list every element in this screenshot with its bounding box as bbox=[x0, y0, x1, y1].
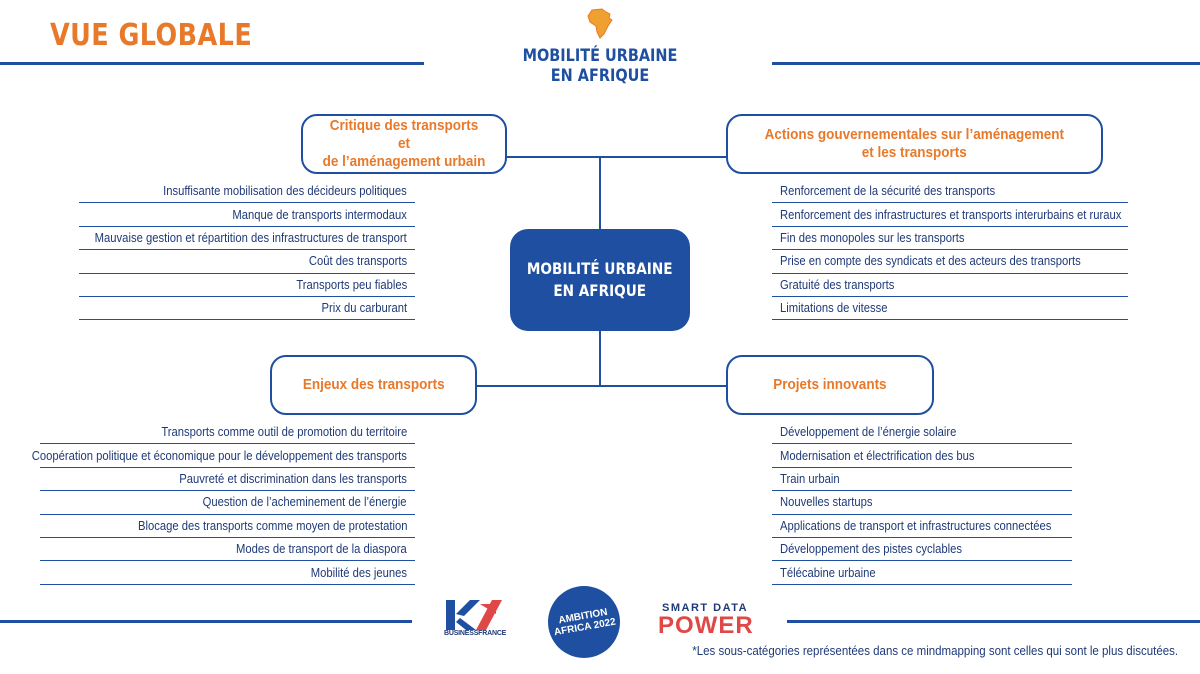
connector-bottom-vertical bbox=[599, 331, 601, 386]
category-enjeux bbox=[270, 355, 477, 415]
central-node bbox=[510, 229, 690, 331]
list-item: Mobilité des jeunes bbox=[40, 561, 415, 584]
list-item: Pauvreté et discrimination dans les transports bbox=[40, 468, 415, 491]
connector-top-horizontal bbox=[505, 156, 727, 158]
list-item: Question de l’acheminement de l’énergie bbox=[40, 491, 415, 514]
smart-data-label: SMART DATA bbox=[662, 602, 749, 614]
category-projets-title: Projets innovants bbox=[773, 376, 887, 393]
header-rule-left bbox=[0, 62, 424, 65]
list-item: Nouvelles startups bbox=[772, 491, 1072, 514]
list-item: Gratuité des transports bbox=[772, 274, 1128, 297]
list-item: Renforcement des infrastructures et transports interurbains et ruraux bbox=[772, 203, 1128, 226]
ambition-africa-label: AMBITION AFRICA 2022 bbox=[553, 606, 617, 639]
list-item: Applications de transport et infrastructures connectées bbox=[772, 515, 1072, 538]
list-item: Manque de transports intermodaux bbox=[79, 203, 415, 226]
footnote: *Les sous-catégories représentées dans ce mindmapping sont celles qui sont le plus discutées. bbox=[692, 644, 1178, 658]
list-item: Développement de l’énergie solaire bbox=[772, 421, 1072, 444]
header-title-line1: MOBILITÉ URBAINE bbox=[522, 46, 678, 66]
business-france-label: BUSINESSFRANCE bbox=[444, 630, 507, 637]
central-node-line2: EN AFRIQUE bbox=[553, 281, 647, 300]
list-item: Prise en compte des syndicats et des acteurs des transports bbox=[772, 250, 1128, 273]
category-actions-line1: Actions gouvernementales sur l’aménagement bbox=[764, 126, 1065, 143]
list-item: Modernisation et électrification des bus bbox=[772, 444, 1072, 467]
africa-map-icon bbox=[586, 8, 614, 40]
list-item: Mauvaise gestion et répartition des infrastructures de transport bbox=[79, 227, 415, 250]
list-item: Transports peu fiables bbox=[79, 274, 415, 297]
category-enjeux-title: Enjeux des transports bbox=[302, 376, 445, 393]
connector-bottom-horizontal bbox=[476, 385, 727, 387]
page-title: VUE GLOBALE bbox=[50, 18, 253, 53]
list-item: Coût des transports bbox=[79, 250, 415, 273]
list-item: Train urbain bbox=[772, 468, 1072, 491]
category-critique bbox=[301, 114, 507, 174]
ambition-africa-logo bbox=[548, 586, 620, 658]
list-item: Modes de transport de la diaspora bbox=[40, 538, 415, 561]
list-item: Prix du carburant bbox=[79, 297, 415, 320]
category-critique-line1: Critique des transports et bbox=[329, 117, 479, 152]
header-title-line2: EN AFRIQUE bbox=[550, 66, 650, 86]
list-projets bbox=[772, 421, 1072, 585]
power-label: POWER bbox=[658, 612, 754, 639]
connector-top-vertical bbox=[599, 156, 601, 229]
header-title bbox=[515, 46, 685, 86]
list-critique bbox=[79, 180, 415, 320]
list-item: Blocage des transports comme moyen de protestation bbox=[40, 515, 415, 538]
list-item: Limitations de vitesse bbox=[772, 297, 1128, 320]
category-critique-line2: de l’aménagement urbain bbox=[322, 153, 486, 170]
list-item: Coopération politique et économique pour le développement des transports bbox=[40, 444, 415, 467]
footer-rule-left bbox=[0, 620, 412, 623]
category-actions bbox=[726, 114, 1103, 174]
central-node-line1: MOBILITÉ URBAINE bbox=[527, 259, 673, 278]
category-projets bbox=[726, 355, 934, 415]
list-item: Télécabine urbaine bbox=[772, 561, 1072, 584]
header-rule-right bbox=[772, 62, 1200, 65]
category-actions-line2: et les transports bbox=[861, 144, 968, 161]
list-item: Transports comme outil de promotion du territoire bbox=[40, 421, 415, 444]
list-item: Renforcement de la sécurité des transports bbox=[772, 180, 1128, 203]
list-actions bbox=[772, 180, 1128, 320]
list-item: Fin des monopoles sur les transports bbox=[772, 227, 1128, 250]
footer-rule-right bbox=[787, 620, 1200, 623]
list-item: Développement des pistes cyclables bbox=[772, 538, 1072, 561]
list-item: Insuffisante mobilisation des décideurs politiques bbox=[79, 180, 415, 203]
list-enjeux bbox=[31, 421, 415, 585]
